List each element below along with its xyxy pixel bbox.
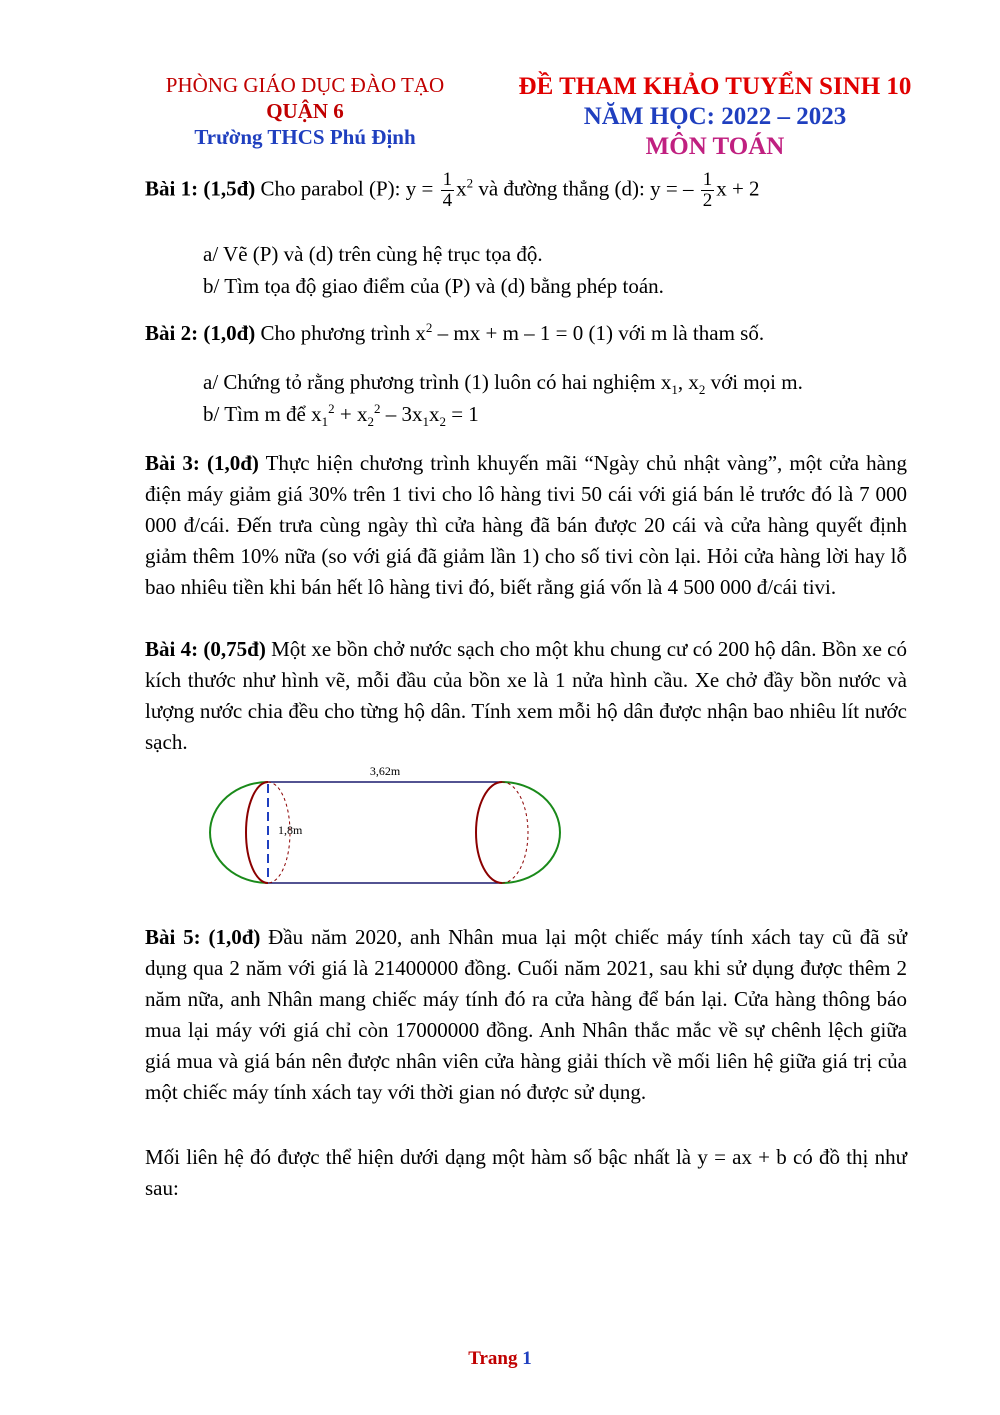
bai1-exponent: 2 <box>466 175 474 191</box>
bai1-text: và đường thẳng (d): y = – <box>473 176 699 201</box>
left-hemisphere-cap <box>210 782 268 883</box>
bai1-var: x <box>456 176 467 201</box>
bai2-part-b <box>203 401 479 430</box>
subject-title: MÔN TOÁN <box>645 133 785 160</box>
bai4-text: Một xe bồn chở nước sạch cho một khu chung cư có 200 hộ dân. Bồn xe có kích thước như hình vẽ, mỗi đầu của bồn xe là 1 nửa hình cầu. Xe chở đầy bồn nước và lượng nước chia đều cho từng hộ dân. Tính xem mỗi hộ dân được nhận bao nhiêu lít nước sạch. <box>145 637 908 754</box>
bai1-statement <box>145 170 760 211</box>
exam-title: ĐỀ THAM KHẢO TUYỂN SINH 10 <box>518 73 912 100</box>
bai2-b-text: + x <box>334 402 368 426</box>
bai2-b-text: b/ Tìm m để x <box>203 402 322 426</box>
length-label: 3,62m <box>369 764 401 778</box>
bai3-text: Thực hiện chương trình khuyến mãi “Ngày chủ nhật vàng”, một cửa hàng điện máy giảm giá 30% trên 1 tivi cho lô hàng tivi 50 cái với giá bán lẻ trước đó là 7 000 000 đ/cái. Đến trưa cùng ngày thì cửa hàng đã bán được 20 cái và cửa hàng quyết định giảm thêm 10% nữa (so với giá đã giảm lần 1) cho số tivi còn lại. Hỏi cửa hàng lời hay lỗ bao nhiêu tiền khi bán hết lô hàng tivi đó, biết rằng giá vốn là 4 500 000 đ/cái tivi. <box>145 451 908 599</box>
page-number: 1 <box>522 1348 532 1369</box>
bai2-a-text: a/ Chứng tỏ rằng phương trình (1) luôn có hai nghiệm x <box>203 370 672 394</box>
fraction-one-half <box>701 170 715 211</box>
page-footer <box>0 1348 1000 1370</box>
diameter-label: 1,8m <box>278 823 303 837</box>
bai5-label: Bài 5: (1,0đ) <box>145 925 261 949</box>
bai2-label: Bài 2: (1,0đ) <box>145 321 256 345</box>
school-year: NĂM HỌC: 2022 – 2023 <box>583 103 847 130</box>
bai4-paragraph <box>145 634 907 758</box>
right-ellipse-back <box>502 782 528 883</box>
bai2-b-text: = 1 <box>445 402 479 426</box>
bai2-statement <box>145 320 764 346</box>
superscript: 2 <box>373 401 381 416</box>
bai5-text: Đầu năm 2020, anh Nhân mua lại một chiếc máy tính xách tay cũ đã sử dụng qua 2 năm với giá là 21400000 đồng. Cuối năm 2021, sau khi sử dụng được thêm 2 năm nữa, anh Nhân mang chiếc máy tính đó ra cửa hàng để bán lại. Cửa hàng thông báo mua lại máy với giá chỉ còn 17000000 đồng. Anh Nhân thắc mắc về sự chênh lệch giữa giá mua và giá bán nên được nhân viên cửa hàng giải thích về mối liên hệ giữa giá trị của một chiếc máy tính xách tay với thời gian nó được sử dụng. <box>145 925 907 1104</box>
page-word: Trang <box>468 1348 518 1369</box>
bai2-text: Cho phương trình x <box>255 321 426 345</box>
bai1-part-b: b/ Tìm tọa độ giao điểm của (P) và (d) bằng phép toán. <box>203 274 664 298</box>
header-left <box>120 72 490 150</box>
bai2-text: – mx + m – 1 = 0 (1) với m là tham số. <box>432 321 765 345</box>
bai5-paragraph-2: Mối liên hệ đó được thể hiện dưới dạng một hàm số bậc nhất là y = ax + b có đồ thị như sau: <box>145 1145 907 1200</box>
bai3-label: Bài 3: (1,0đ) <box>145 451 259 475</box>
superscript: 2 <box>328 401 335 416</box>
subscript: 1 <box>321 414 329 430</box>
right-ellipse-front <box>476 782 502 883</box>
header-right <box>490 72 940 162</box>
bai4-label: Bài 4: (0,75đ) <box>145 637 266 661</box>
subscript: 2 <box>439 414 446 430</box>
bai1-label: Bài 1: (1,5đ) <box>145 176 256 201</box>
frac-num: 1 <box>442 169 453 190</box>
right-hemisphere-cap <box>502 782 560 883</box>
bai2-a-text: , x <box>677 370 699 394</box>
fraction-one-quarter <box>441 170 455 211</box>
frac-den: 4 <box>442 190 453 211</box>
bai1-part-a: a/ Vẽ (P) và (d) trên cùng hệ trục tọa độ. <box>203 242 543 266</box>
bai2-b-text: x <box>428 402 440 426</box>
department-line1: PHÒNG GIÁO DỤC ĐÀO TẠO <box>165 73 445 97</box>
bai2-part-a <box>203 370 803 398</box>
frac-num: 1 <box>702 169 713 190</box>
school-name: Trường THCS Phú Định <box>194 125 416 149</box>
left-ellipse-front <box>246 782 268 883</box>
tank-figure <box>200 760 570 890</box>
bai1-text: Cho parabol (P): y = <box>255 176 439 201</box>
frac-den: 2 <box>702 190 713 211</box>
subscript: 2 <box>367 414 374 430</box>
subscript: 1 <box>671 382 678 398</box>
bai5-paragraph <box>145 922 907 1108</box>
bai3-paragraph <box>145 448 907 603</box>
bai2-a-text: với mọi m. <box>705 370 803 394</box>
bai2-exponent: 2 <box>425 320 433 335</box>
subscript: 2 <box>698 382 706 398</box>
subscript: 1 <box>422 414 429 430</box>
bai2-b-text: – 3x <box>380 402 423 426</box>
department-line2: QUẬN 6 <box>266 99 344 123</box>
bai1-text: x + 2 <box>716 176 760 201</box>
